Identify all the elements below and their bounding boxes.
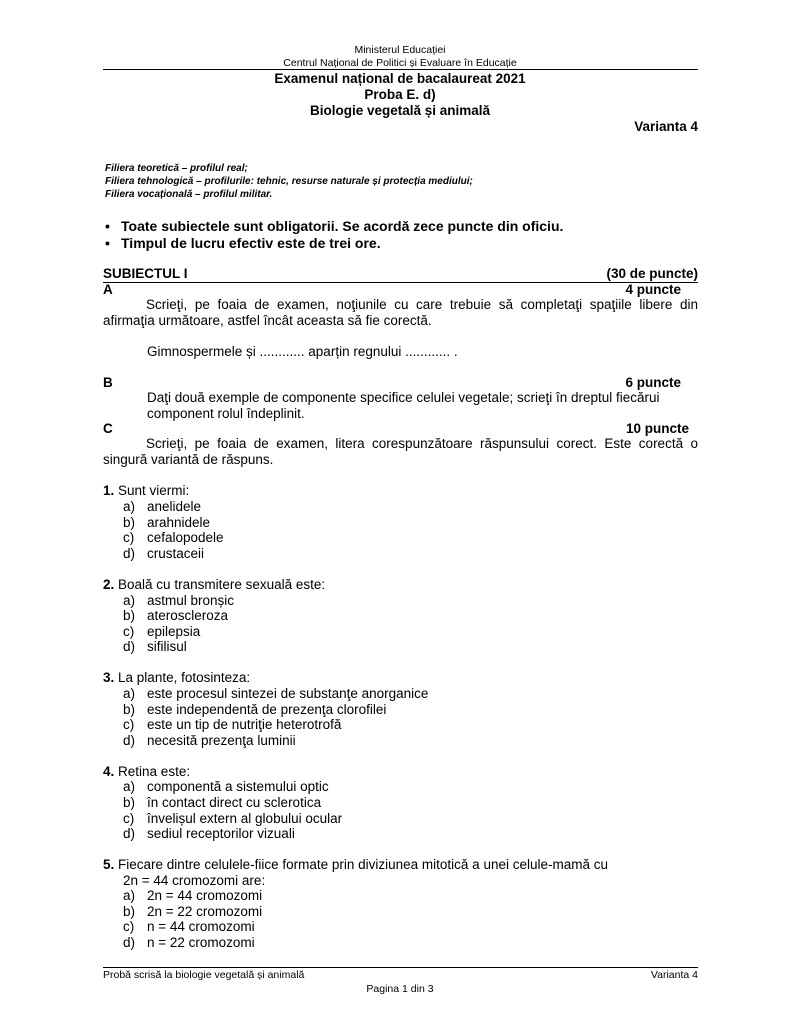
subject-title: Biologie vegetală și animală — [309, 103, 491, 118]
subiect-points: (30 de puncte) — [606, 266, 698, 281]
answer-option: b) este independentă de prezenţa clorofilei — [123, 702, 387, 717]
part-a-letter: A — [103, 282, 113, 297]
filiera-line: Filiera tehnologică – profilurile: tehnic, resurse naturale și protecția mediului; — [105, 176, 473, 187]
footer-right: Varianta 4 — [650, 969, 698, 981]
center-name: Centrul Național de Politici și Evaluare în Educație — [283, 57, 517, 69]
footer-divider — [103, 967, 698, 968]
varianta-label: Varianta 4 — [634, 119, 698, 134]
answer-option: d) n = 22 cromozomi — [123, 935, 255, 950]
part-a-header — [103, 282, 681, 297]
answer-option: b) în contact direct cu sclerotica — [123, 795, 322, 810]
part-b-letter: B — [103, 375, 113, 390]
answer-option: c) n = 44 cromozomi — [123, 919, 255, 934]
answer-option: d) sediul receptorilor vizuali — [123, 826, 295, 841]
answer-option: a) componentă a sistemului optic — [123, 779, 329, 794]
instruction-item: • Toate subiectele sunt obligatorii. Se acordă zece puncte din oficiu. — [105, 218, 564, 234]
answer-option: c) epilepsia — [123, 624, 201, 639]
part-c-header — [103, 421, 689, 436]
part-a-statement: Gimnospermele și ............ aparțin regnului ............ . — [147, 344, 458, 359]
answer-option: a) anelidele — [123, 499, 202, 514]
answer-option: c) este un tip de nutriţie heterotrofă — [123, 717, 342, 732]
answer-option: d) crustaceii — [123, 546, 205, 561]
part-a-points: 4 puncte — [625, 282, 681, 297]
answer-option: d) sifilisul — [123, 639, 187, 654]
exam-title: Examenul național de bacalaureat 2021 — [274, 71, 526, 86]
footer-left: Probă scrisă la biologie vegetală și animală — [103, 969, 305, 981]
answer-option: a) astmul bronșic — [123, 593, 235, 608]
filiera-line: Filiera vocațională – profilul militar. — [105, 189, 273, 200]
question: 4. Retina este: — [103, 764, 191, 779]
answer-option: a) este procesul sintezei de substanţe anorganice — [123, 686, 429, 701]
subiect-title: SUBIECTUL I — [103, 266, 188, 281]
proba-title: Proba E. d) — [364, 87, 436, 102]
question: 5. Fiecare dintre celulele-fiice formate prin diviziunea mitotică a unei celule-mamă cu — [103, 857, 608, 872]
question-continuation: 2n = 44 cromozomi are: — [123, 873, 266, 888]
subiect-header — [103, 266, 698, 283]
filiera-line: Filiera teoretică – profilul real; — [105, 163, 248, 174]
bullet-icon: • — [105, 235, 110, 251]
part-c-instruction: Scrieţi, pe foaia de examen, litera corespunzătoare răspunsului corect. Este corectă o singură variantă de răspuns. — [103, 436, 698, 467]
part-b-points: 6 puncte — [625, 375, 681, 390]
answer-option: b) arahnidele — [123, 515, 211, 530]
part-b-instruction: Daţi două exemple de componente specifice celulei vegetale; scrieţi în dreptul fiecărui component rolul îndeplinit. — [147, 390, 660, 421]
bullet-icon: • — [105, 218, 110, 234]
page-number: Pagina 1 din 3 — [366, 983, 434, 995]
part-a-instruction: Scrieţi, pe foaia de examen, noţiunile cu care trebuie să completaţi spaţiile libere din afirmaţia următoare, astfel încât aceasta să fie corectă. — [103, 297, 698, 328]
part-b-header — [103, 375, 681, 390]
answer-option: b) ateroscleroza — [123, 608, 229, 623]
question: 1. Sunt viermi: — [103, 483, 190, 498]
answer-option: c) învelișul extern al globului ocular — [123, 811, 343, 826]
header-divider — [103, 69, 698, 70]
part-c-points: 10 puncte — [625, 421, 689, 436]
answer-option: d) necesită prezenţa luminii — [123, 733, 296, 748]
answer-option: c) cefalopodele — [123, 530, 224, 545]
question: 2. Boală cu transmitere sexuală este: — [103, 577, 326, 592]
question: 3. La plante, fotosinteza: — [103, 670, 251, 685]
answer-option: b) 2n = 22 cromozomi — [123, 904, 263, 919]
answer-option: a) 2n = 44 cromozomi — [123, 888, 263, 903]
part-c-letter: C — [103, 421, 113, 436]
ministry-name: Ministerul Educației — [354, 44, 446, 56]
instruction-item: • Timpul de lucru efectiv este de trei ore. — [105, 235, 381, 251]
